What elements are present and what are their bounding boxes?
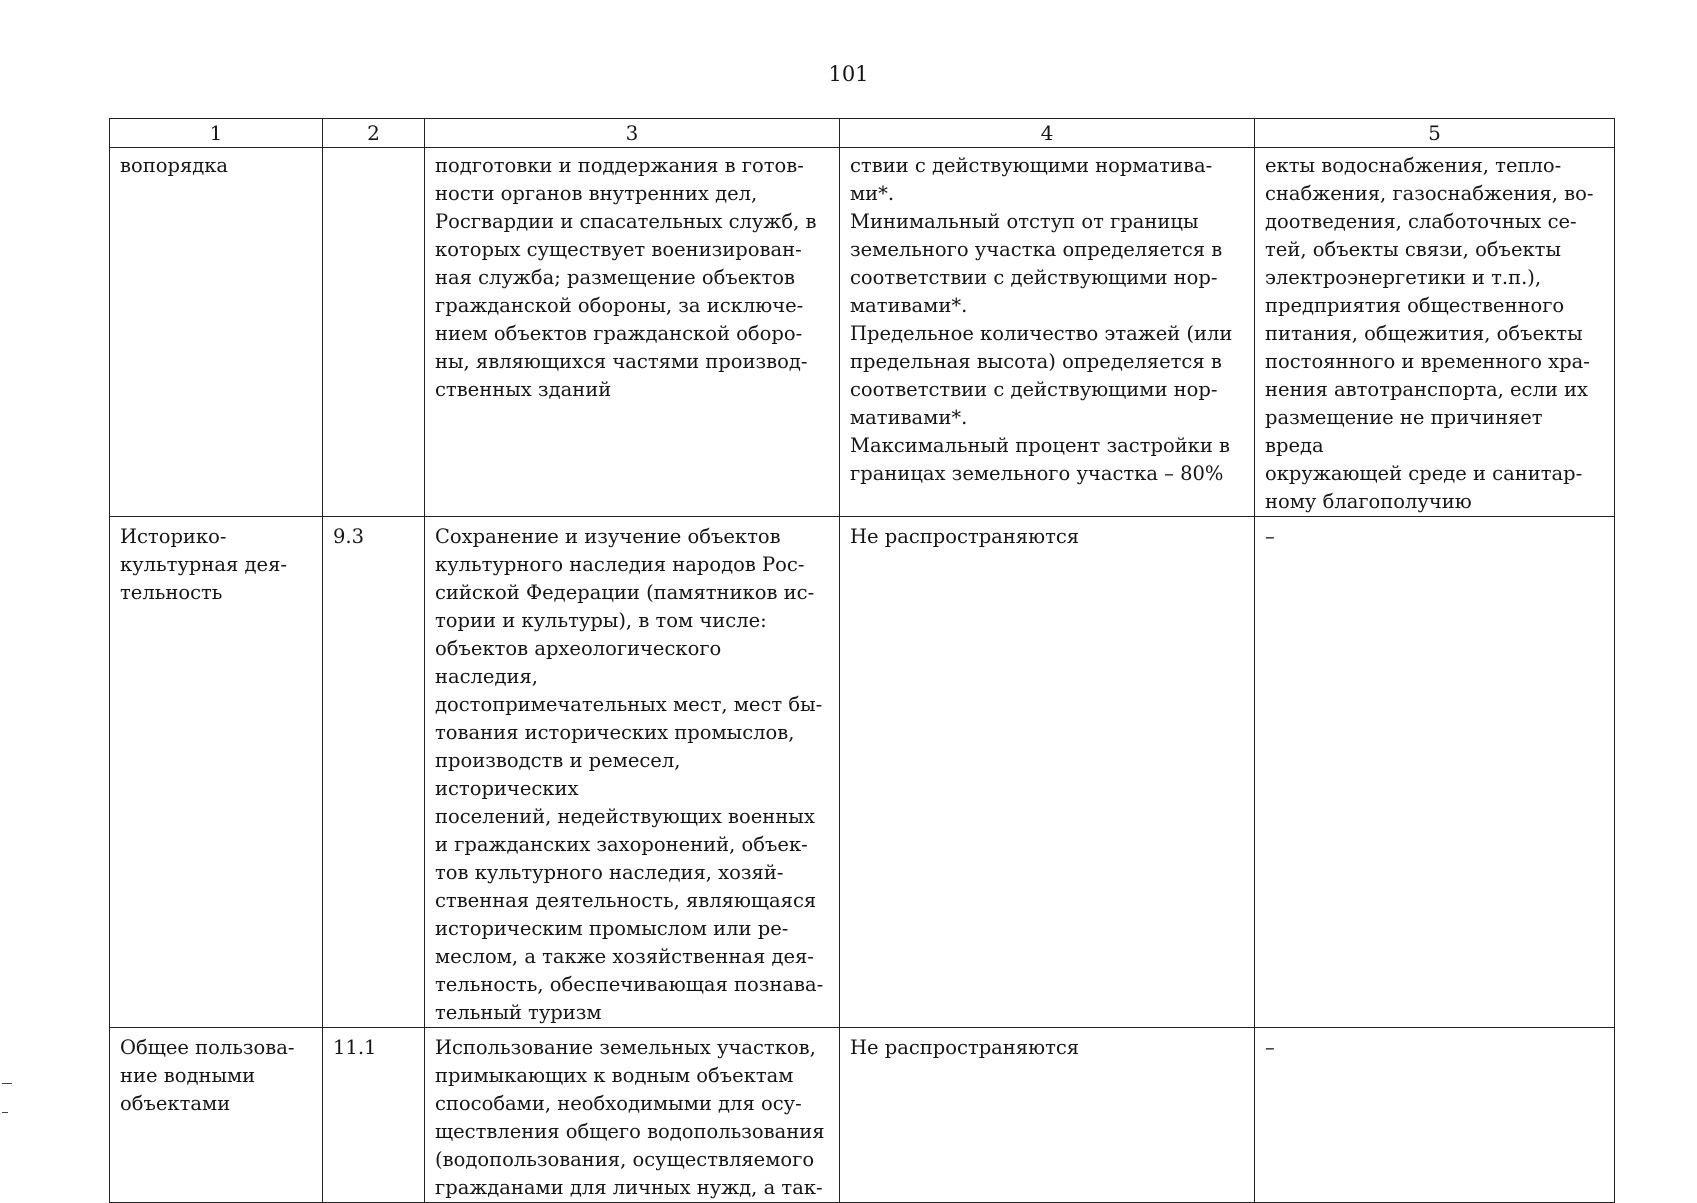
table-header xyxy=(110,119,1615,148)
cell-limits: Не распространяются xyxy=(840,1028,1255,1203)
cell-limits: ствии с действующими норматива- ми*. Минимальный отступ от границы земельного участка определяется в соответствии с действующими нор- мативами*. Предельное количество этажей (или предельная высота) определяется в соответствии с действующими нор- мативами*. Максимальный процент застройки в границах земельного участка – 80% xyxy=(840,148,1255,517)
header-col-5: 5 xyxy=(1255,119,1615,148)
cell-auxiliary-uses: – xyxy=(1255,517,1615,1028)
cell-use-description: Использование земельных участков, примыкающих к водным объектам способами, необходимыми для осу- ществления общего водопользования (водопользования, осуществляемого гражданами для личных нужд, а так- xyxy=(425,1028,840,1203)
cell-use-code xyxy=(323,148,425,517)
header-row xyxy=(110,119,1615,148)
page-number: 101 xyxy=(828,62,869,86)
cell-auxiliary-uses: екты водоснабжения, тепло- снабжения, газоснабжения, во- доотведения, слаботочных се- тей, объекты связи, объекты электроэнергетики и т.п.), предприятия общественного питания, общежития, объекты постоянного и временного хра- нения автотранспорта, если их размещение не причиняет вреда окружающей среде и санитар- ному благополучию xyxy=(1255,148,1615,517)
header-col-4: 4 xyxy=(840,119,1255,148)
header-col-1: 1 xyxy=(110,119,323,148)
table-row xyxy=(110,148,1615,517)
header-col-3: 3 xyxy=(425,119,840,148)
cell-use-name: Общее пользова- ние водными объектами xyxy=(110,1028,323,1203)
cell-use-name: Историко- культурная дея- тельность xyxy=(110,517,323,1028)
header-col-2: 2 xyxy=(323,119,425,148)
regulations-table xyxy=(109,118,1615,1203)
cell-use-code: 9.3 xyxy=(323,517,425,1028)
cell-use-description: Сохранение и изучение объектов культурного наследия народов Рос- сийской Федерации (памятников ис- тории и культуры), в том числе: объектов археологического наследия, достопримечательных мест, мест бы- тования исторических промыслов, производств и ремесел, исторических поселений, недействующих военных и гражданских захоронений, объек- тов культурного наследия, хозяй- ственная деятельность, являющаяся историческим промыслом или ре- меслом, а также хозяйственная дея- тельность, обеспечивающая познава- тельный туризм xyxy=(425,517,840,1028)
cell-use-name: вопорядка xyxy=(110,148,323,517)
cell-use-description: подготовки и поддержания в готов- ности органов внутренних дел, Росгвардии и спасательных служб, в которых существует военизирован- ная служба; размещение объектов гражданской обороны, за исключе- нием объектов гражданской оборо- ны, являющихся частями производ- ственных зданий xyxy=(425,148,840,517)
cell-auxiliary-uses: – xyxy=(1255,1028,1615,1203)
table-row xyxy=(110,1028,1615,1203)
margin-mark xyxy=(2,1112,8,1113)
table-body xyxy=(110,148,1615,1203)
cell-use-code: 11.1 xyxy=(323,1028,425,1203)
margin-mark xyxy=(2,1083,12,1084)
table-row xyxy=(110,517,1615,1028)
cell-limits: Не распространяются xyxy=(840,517,1255,1028)
